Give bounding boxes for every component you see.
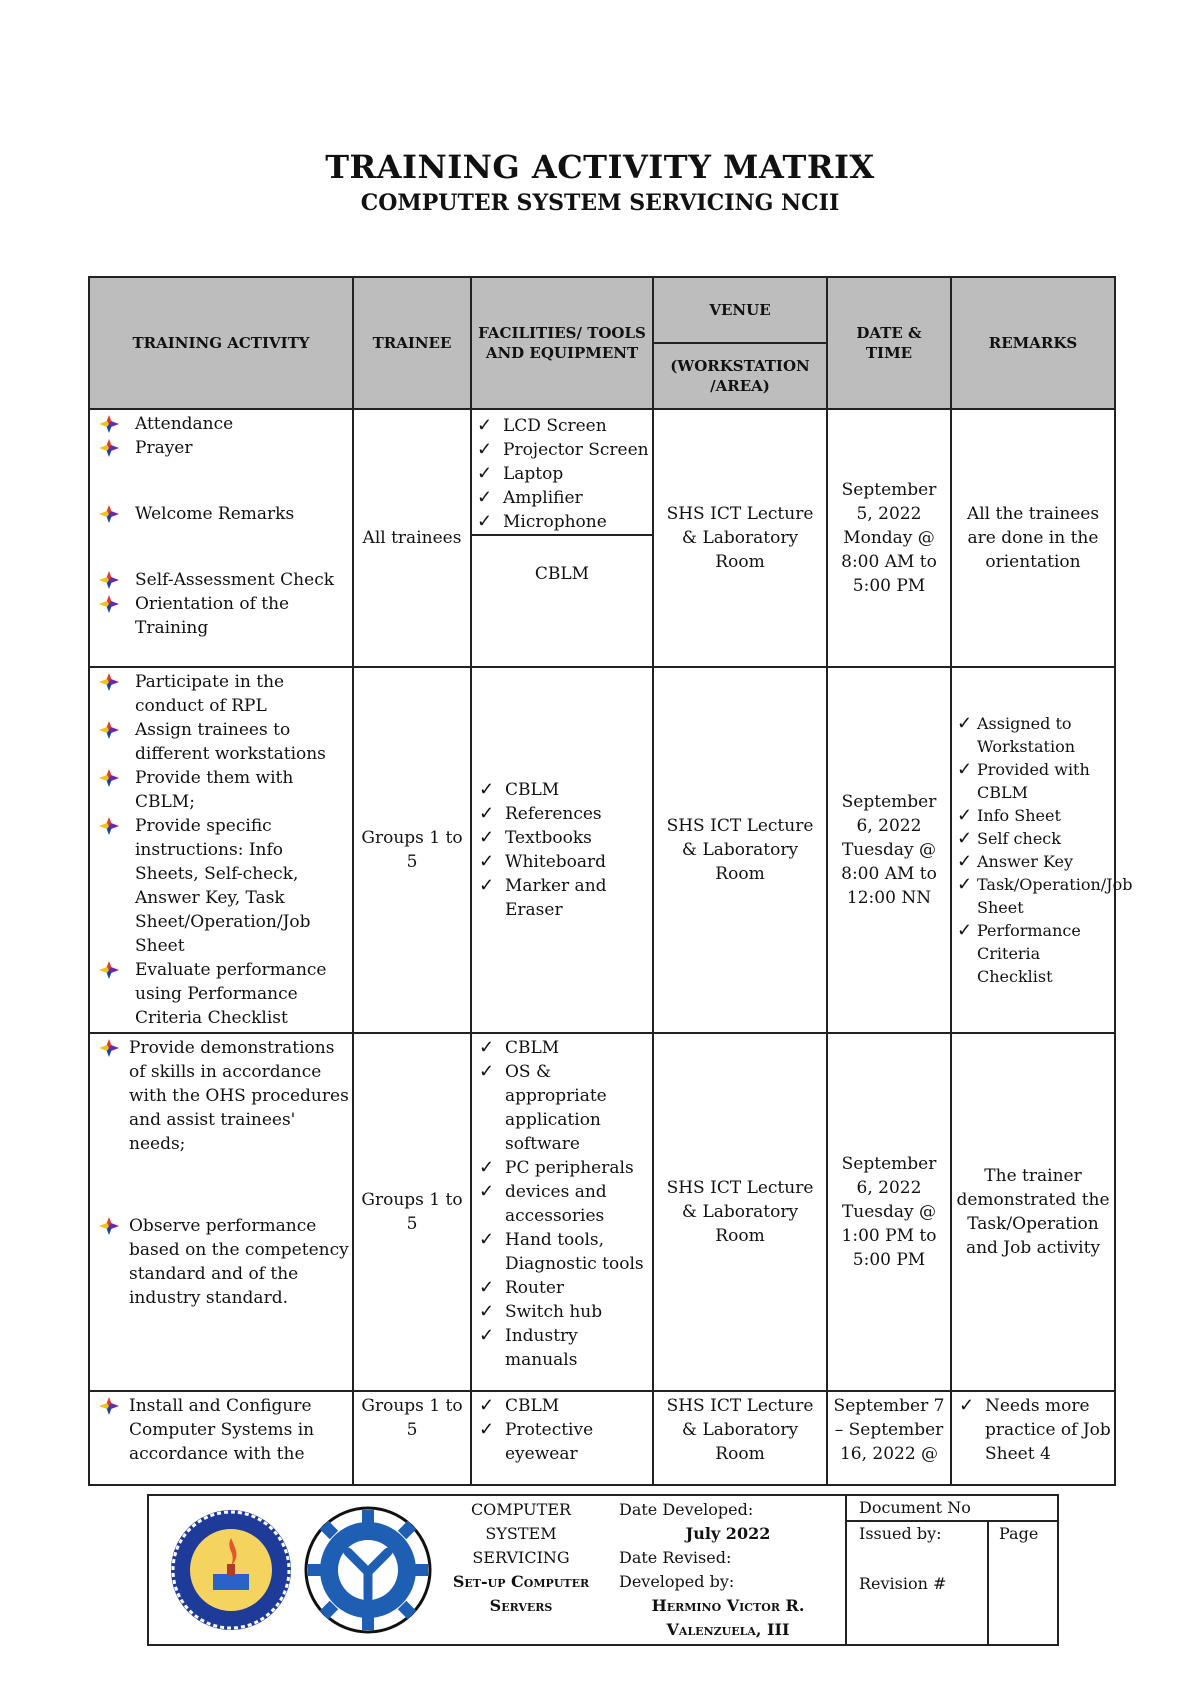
- list-item: ✓ Answer Key: [957, 851, 1073, 872]
- col-header-venue-sub: (WORKSTATION /AREA): [653, 343, 827, 409]
- list-item: ✓ Info Sheet: [957, 805, 1061, 826]
- list-item: ✓ CBLM: [479, 779, 560, 800]
- facilities-extra: CBLM: [472, 534, 652, 612]
- date-cell: September 7 – September 16, 2022 @: [827, 1391, 951, 1485]
- check-icon: ✓: [477, 415, 493, 436]
- document-footer: [147, 1494, 1059, 1646]
- check-icon: ✓: [479, 1181, 495, 1202]
- footer-dates: [619, 1498, 837, 1642]
- training-activity-table: [88, 276, 1133, 1486]
- activity-cell: [89, 409, 353, 667]
- page-title: TRAINING ACTIVITY MATRIX: [325, 148, 875, 186]
- list-item: Install and Configure Computer Systems in accordance with the: [95, 1394, 349, 1466]
- list-item: Provide demonstrations of skills in accordance with the OHS procedures and assist trainees' needs;: [95, 1036, 349, 1156]
- list-item: Welcome Remarks: [95, 502, 349, 526]
- table-row: [89, 1391, 1115, 1485]
- table-row: [89, 1033, 1115, 1391]
- diamond-bullet-icon: [99, 595, 119, 613]
- remarks-cell: [951, 667, 1133, 1033]
- list-item: Assign trainees to different workstations: [95, 718, 349, 766]
- remarks-cell: [951, 1391, 1115, 1485]
- col-header-facilities: FACILITIES/ TOOLS AND EQUIPMENT: [471, 277, 653, 409]
- list-item: Provide specific instructions: Info Sheets, Self-check, Answer Key, Task Sheet/Operation/Job Sheet: [95, 814, 349, 958]
- check-icon: ✓: [479, 1229, 495, 1250]
- check-icon: ✓: [479, 779, 495, 800]
- list-item: Provide them with CBLM;: [95, 766, 349, 814]
- diamond-bullet-icon: [99, 415, 119, 433]
- developed-by-label: Developed by:: [619, 1572, 735, 1591]
- list-item: ✓ Task/Operation/Job Sheet: [957, 874, 1133, 917]
- check-icon: ✓: [957, 874, 973, 895]
- date-developed-value: July 2022: [685, 1524, 771, 1543]
- check-icon: ✓: [479, 875, 495, 896]
- venue-cell: SHS ICT Lecture & Laboratory Room: [653, 1391, 827, 1485]
- check-icon: ✓: [479, 1395, 495, 1416]
- list-item: ✓ Laptop: [477, 463, 564, 484]
- diamond-bullet-icon: [99, 817, 119, 835]
- check-icon: ✓: [957, 805, 973, 826]
- check-icon: ✓: [957, 920, 973, 941]
- check-icon: ✓: [479, 1419, 495, 1440]
- check-icon: ✓: [479, 803, 495, 824]
- list-item: ✓ devices and accessories: [479, 1181, 607, 1226]
- check-icon: ✓: [479, 1037, 495, 1058]
- list-item: Attendance: [95, 412, 349, 436]
- diamond-bullet-icon: [99, 439, 119, 457]
- check-icon: ✓: [479, 851, 495, 872]
- facilities-cell: [471, 1033, 653, 1391]
- revision-label: Revision #: [859, 1574, 947, 1593]
- tesda-gear-icon: [304, 1506, 432, 1634]
- list-item: ✓ Whiteboard: [479, 851, 607, 872]
- check-icon: ✓: [957, 851, 973, 872]
- date-revised-label: Date Revised:: [619, 1548, 732, 1567]
- check-icon: ✓: [957, 828, 973, 849]
- check-icon: ✓: [959, 1395, 975, 1416]
- facilities-cell: [471, 409, 653, 667]
- list-item: Self-Assessment Check: [95, 568, 349, 592]
- footer-document-info: [845, 1496, 1059, 1644]
- list-item: ✓ Projector Screen: [477, 439, 649, 460]
- diamond-bullet-icon: [99, 769, 119, 787]
- list-item: ✓ Switch hub: [479, 1301, 603, 1322]
- list-item: ✓ References: [479, 803, 602, 824]
- trainee-cell: Groups 1 to 5: [353, 1391, 471, 1485]
- list-item: ✓ OS & appropriate application software: [479, 1061, 607, 1154]
- diamond-bullet-icon: [99, 673, 119, 691]
- diamond-bullet-icon: [99, 1397, 119, 1415]
- list-item: ✓ Provided with CBLM: [957, 759, 1090, 802]
- list-item: ✓ Industry manuals: [479, 1325, 578, 1370]
- diamond-bullet-icon: [99, 505, 119, 523]
- trainee-cell: All trainees: [353, 409, 471, 667]
- list-item: ✓ CBLM: [479, 1395, 560, 1416]
- list-item: ✓ Marker and Eraser: [479, 875, 607, 920]
- list-item: ✓ LCD Screen: [477, 415, 607, 436]
- list-item: ✓ Microphone: [477, 511, 607, 532]
- page-subtitle: COMPUTER SYSTEM SERVICING NCII: [360, 190, 840, 216]
- list-item: ✓ Router: [479, 1277, 565, 1298]
- facilities-cell: [471, 667, 653, 1033]
- list-item: Prayer: [95, 436, 349, 460]
- issued-page-row: [847, 1522, 1059, 1572]
- date-cell: September 6, 2022 Tuesday @ 1:00 PM to 5:00 PM: [827, 1033, 951, 1391]
- list-item: ✓ Textbooks: [479, 827, 592, 848]
- list-item: Observe performance based on the competency standard and of the industry standard.: [95, 1214, 349, 1310]
- check-icon: ✓: [477, 463, 493, 484]
- list-item: ✓ Assigned to Workstation: [957, 713, 1075, 756]
- table-row: [89, 409, 1115, 667]
- col-header-date: DATE & TIME: [827, 277, 951, 409]
- check-icon: ✓: [477, 487, 493, 508]
- list-item: ✓ PC peripherals: [479, 1157, 634, 1178]
- page-label: Page: [987, 1522, 1038, 1644]
- list-item: ✓ Self check: [957, 828, 1061, 849]
- remarks-cell: The trainer demonstrated the Task/Operation and Job activity: [951, 1033, 1115, 1391]
- school-seal-icon: [169, 1508, 293, 1632]
- footer-subject-line1: COMPUTER SYSTEM SERVICING: [470, 1500, 572, 1567]
- date-cell: September 6, 2022 Tuesday @ 8:00 AM to 12:00 NN: [827, 667, 951, 1033]
- date-cell: September 5, 2022 Monday @ 8:00 AM to 5:00 PM: [827, 409, 951, 667]
- check-icon: ✓: [957, 713, 973, 734]
- check-icon: ✓: [957, 759, 973, 780]
- venue-cell: SHS ICT Lecture & Laboratory Room: [653, 409, 827, 667]
- venue-cell: SHS ICT Lecture & Laboratory Room: [653, 667, 827, 1033]
- check-icon: ✓: [479, 1301, 495, 1322]
- table-header-row: [89, 277, 1115, 343]
- col-header-venue: VENUE: [653, 277, 827, 343]
- list-item: Participate in the conduct of RPL: [95, 670, 349, 718]
- check-icon: ✓: [477, 439, 493, 460]
- col-header-activity: TRAINING ACTIVITY: [89, 277, 353, 409]
- check-icon: ✓: [479, 1157, 495, 1178]
- trainee-cell: Groups 1 to 5: [353, 667, 471, 1033]
- list-item: ✓ CBLM: [479, 1037, 560, 1058]
- document-no-label: Document No: [847, 1496, 1059, 1522]
- check-icon: ✓: [479, 1061, 495, 1082]
- list-item: ✓ Needs more practice of Job Sheet 4: [959, 1395, 1111, 1464]
- venue-cell: SHS ICT Lecture & Laboratory Room: [653, 1033, 827, 1391]
- list-item: ✓ Amplifier: [477, 487, 583, 508]
- list-item: ✓ Performance Criteria Checklist: [957, 920, 1081, 986]
- date-developed-label: Date Developed:: [619, 1500, 754, 1519]
- table-row: [89, 667, 1115, 1033]
- trainee-cell: Groups 1 to 5: [353, 1033, 471, 1391]
- col-header-trainee: TRAINEE: [353, 277, 471, 409]
- diamond-bullet-icon: [99, 1039, 119, 1057]
- activity-cell: [89, 667, 353, 1033]
- diamond-bullet-icon: [99, 721, 119, 739]
- check-icon: ✓: [479, 827, 495, 848]
- col-header-remarks: REMARKS: [951, 277, 1115, 409]
- check-icon: ✓: [479, 1325, 495, 1346]
- activity-cell: [89, 1033, 353, 1391]
- diamond-bullet-icon: [99, 571, 119, 589]
- check-icon: ✓: [477, 511, 493, 532]
- developed-by-value: Hermino Victor R. Valenzuela, III: [651, 1596, 805, 1639]
- footer-subject: [451, 1498, 591, 1618]
- list-item: Orientation of the Training: [95, 592, 349, 640]
- diamond-bullet-icon: [99, 1217, 119, 1235]
- activity-cell: [89, 1391, 353, 1485]
- diamond-bullet-icon: [99, 961, 119, 979]
- facilities-cell: [471, 1391, 653, 1485]
- list-item: Evaluate performance using Performance Criteria Checklist: [95, 958, 349, 1030]
- check-icon: ✓: [479, 1277, 495, 1298]
- list-item: ✓ Protective eyewear: [479, 1419, 594, 1464]
- footer-subject-line2: Set-up Computer Servers: [452, 1572, 590, 1615]
- issued-by-label: Issued by:: [859, 1524, 942, 1543]
- remarks-cell: All the trainees are done in the orientation: [951, 409, 1115, 667]
- list-item: ✓ Hand tools, Diagnostic tools: [479, 1229, 644, 1274]
